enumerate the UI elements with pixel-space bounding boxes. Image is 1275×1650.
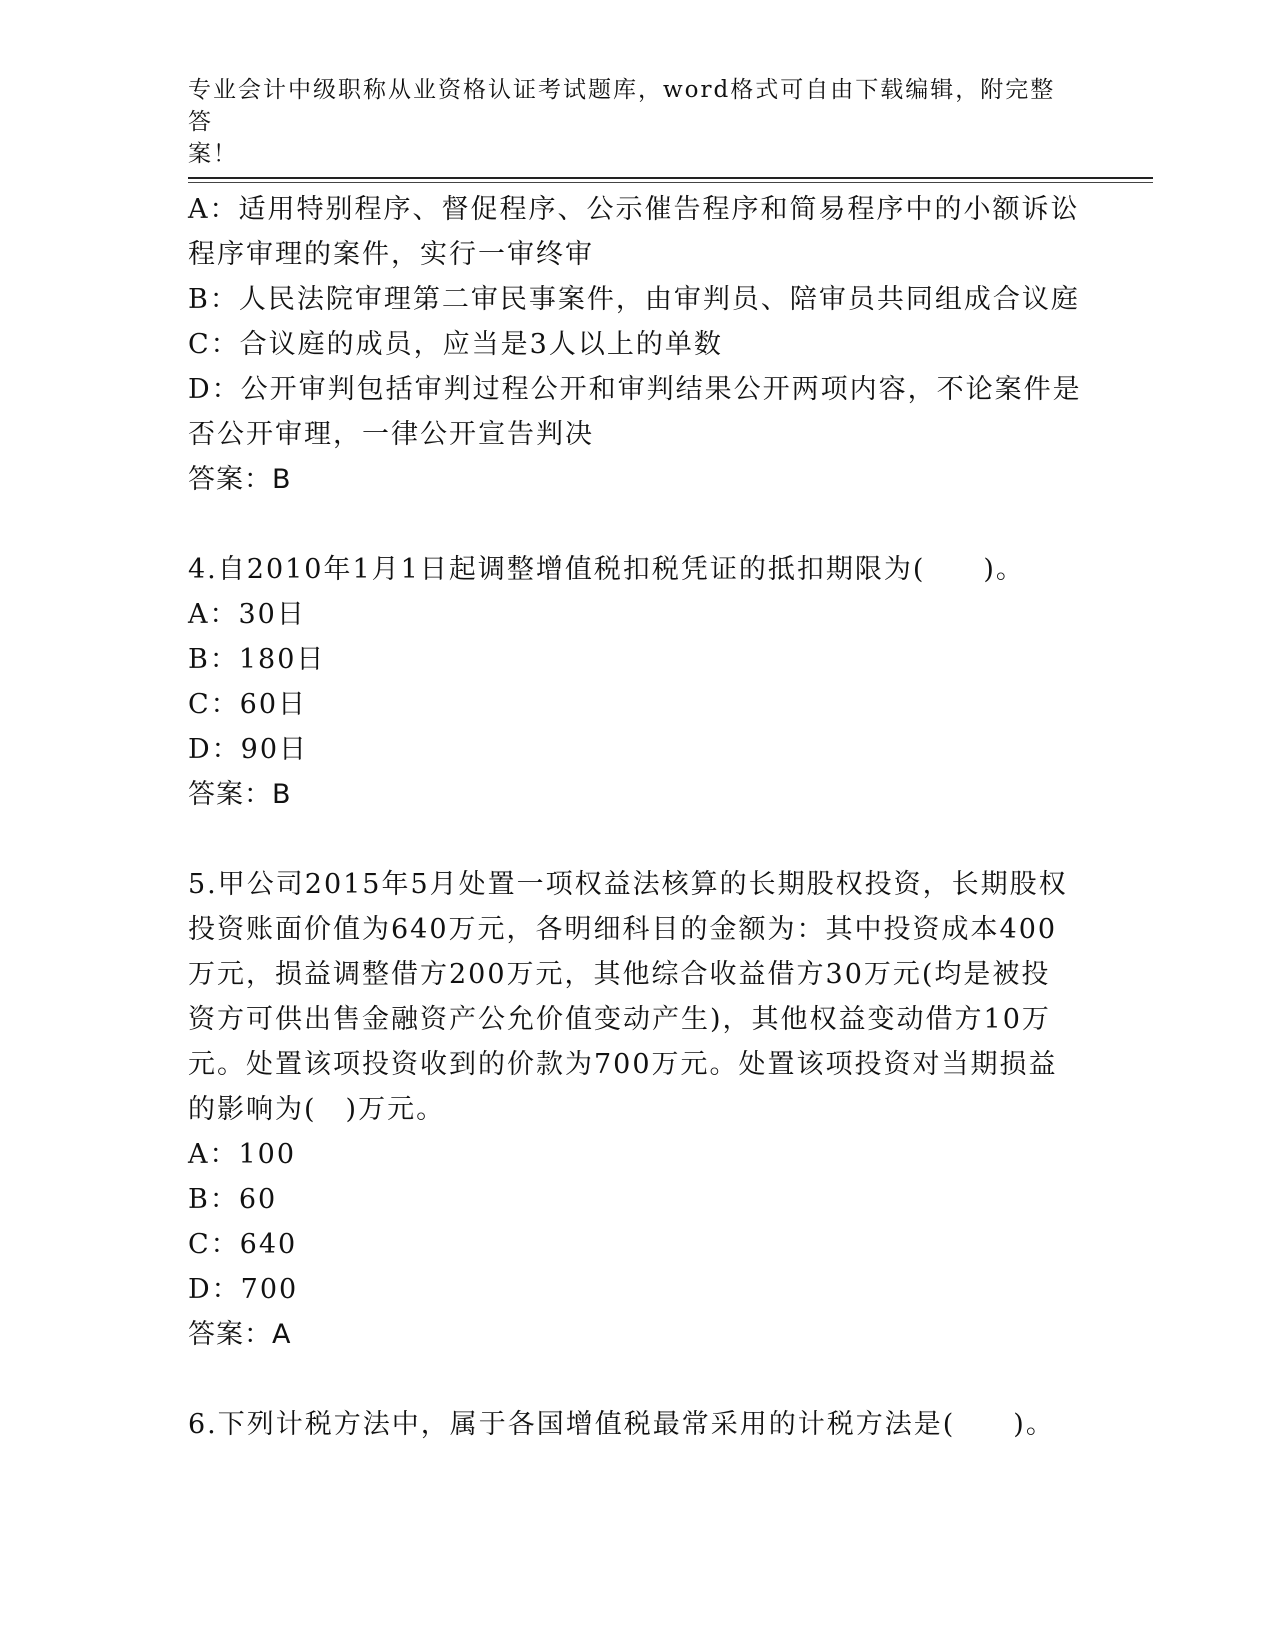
spacer [188, 1357, 1088, 1402]
question-stem-line-6: 的影响为( )万元。 [188, 1094, 446, 1125]
question-4-block [188, 547, 1088, 817]
option-b: B：180日 [188, 644, 326, 675]
answer-label: 答案：B [188, 779, 292, 810]
option-a: A：30日 [188, 599, 306, 630]
question-stem-line-3: 万元，损益调整借方200万元，其他综合收益借方30万元(均是被投 [188, 959, 1051, 990]
header-line-2: 案！ [188, 141, 238, 167]
option-a-line-1: A：适用特别程序、督促程序、公示催告程序和简易程序中的小额诉讼 [188, 194, 1080, 225]
header-divider-thick [188, 177, 1153, 179]
question-stem-line-1: 5.甲公司2015年5月处置一项权益法核算的长期股权投资，长期股权 [188, 869, 1068, 900]
option-d: D：90日 [188, 734, 309, 765]
option-c: C：合议庭的成员，应当是3人以上的单数 [188, 329, 723, 360]
answer-label: 答案：B [188, 464, 292, 495]
spacer [188, 817, 1088, 862]
question-3-block [188, 187, 1088, 502]
question-stem-line-2: 投资账面价值为640万元，各明细科目的金额为：其中投资成本400 [188, 914, 1058, 945]
spacer [188, 502, 1088, 547]
option-b: B：人民法院审理第二审民事案件，由审判员、陪审员共同组成合议庭 [188, 284, 1080, 315]
document-header [188, 74, 1068, 170]
question-stem-line-4: 资方可供出售金融资产公允价值变动产生)，其他权益变动借方10万 [188, 1004, 1051, 1035]
option-d-line-1: D：公开审判包括审判过程公开和审判结果公开两项内容，不论案件是 [188, 374, 1082, 405]
option-d-line-2: 否公开审理，一律公开宣告判决 [188, 419, 594, 450]
question-stem: 4.自2010年1月1日起调整增值税扣税凭证的抵扣期限为( )。 [188, 554, 1025, 585]
question-6-block [188, 1402, 1088, 1447]
option-b: B：60 [188, 1184, 278, 1215]
option-a: A：100 [188, 1139, 297, 1170]
header-divider-thin [188, 182, 1153, 183]
option-c: C：640 [188, 1229, 298, 1260]
option-a-line-2: 程序审理的案件，实行一审终审 [188, 239, 594, 270]
question-stem: 6.下列计税方法中，属于各国增值税最常采用的计税方法是( )。 [188, 1409, 1055, 1440]
option-c: C：60日 [188, 689, 308, 720]
question-stem-line-5: 元。处置该项投资收到的价款为700万元。处置该项投资对当期损益 [188, 1049, 1058, 1080]
question-list [188, 187, 1088, 1447]
answer-label: 答案：A [188, 1319, 292, 1350]
header-line-1: 专业会计中级职称从业资格认证考试题库，word格式可自由下载编辑，附完整答 [188, 77, 1056, 135]
question-5-block [188, 862, 1088, 1357]
option-d: D：700 [188, 1274, 299, 1305]
